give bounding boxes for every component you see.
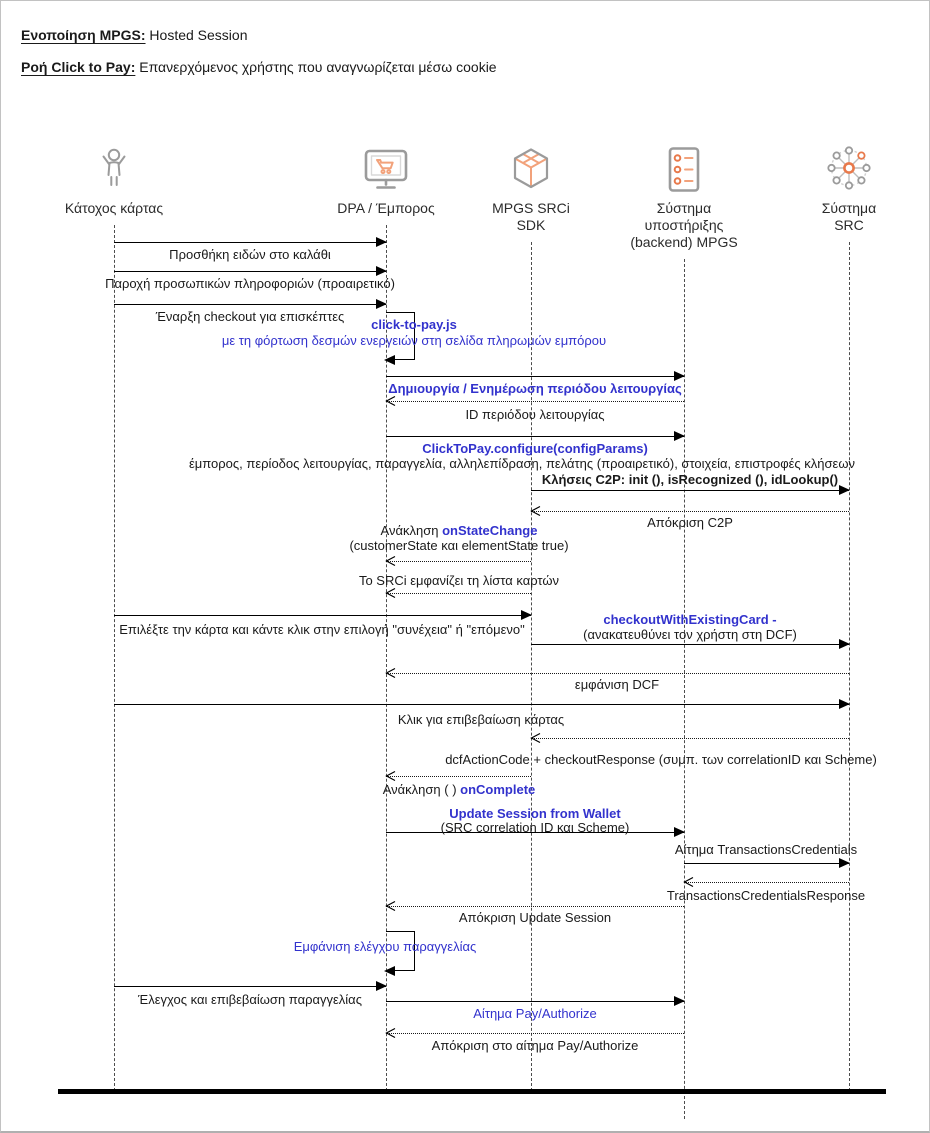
- msg-dcf-action-code-label: [445, 752, 877, 767]
- msg-oncomplete-callback-arrowhead: [385, 770, 397, 782]
- actor-label-line: Κάτοχος κάρτας: [64, 200, 164, 216]
- person-icon: [24, 144, 204, 194]
- msg-srci-shows-card-list: [386, 593, 531, 594]
- lifeline-cardholder: [114, 225, 115, 1091]
- label-text: Απόκριση Update Session: [458, 910, 612, 925]
- msg-oncomplete-callback-label: [383, 782, 536, 797]
- msg-clicktopay-configure: [386, 436, 684, 437]
- label-text: εμφάνιση DCF: [574, 677, 660, 692]
- msg-dcf-action-code: [531, 738, 849, 739]
- actor-label-line: (backend) MPGS: [630, 234, 738, 250]
- msg-clicktopay-configure-arrowhead: [674, 430, 685, 442]
- msg-show-order-review-label: [294, 939, 477, 954]
- server-icon: [594, 144, 774, 194]
- msg-clicktopay-configure-label-1: [422, 441, 648, 456]
- msg-add-items-label: [169, 247, 331, 262]
- msg-click-to-pay-js-label-2: [222, 333, 606, 348]
- actor-label-line: DPA / Έμπορος: [337, 200, 435, 216]
- flow-title-label: Ροή Click to Pay:: [21, 59, 136, 75]
- actor-label-src: [759, 200, 930, 234]
- label-text: ID περιόδου λειτουργίας: [465, 407, 605, 422]
- msg-show-order-review-arrowhead: [384, 965, 395, 977]
- msg-oncomplete-callback: [386, 776, 531, 777]
- msg-pay-authorize-response-label: [432, 1038, 639, 1053]
- msg-dcf-action-code-arrowhead: [530, 732, 542, 744]
- label-text: click-to-pay.js: [371, 317, 457, 332]
- label-text: Εμφάνιση ελέγχου παραγγελίας: [293, 939, 477, 954]
- msg-checkout-with-existing-card-label-1: [603, 612, 776, 627]
- msg-personal-info-label: [105, 276, 395, 291]
- msg-transactions-credentials-request-arrowhead: [839, 857, 850, 869]
- label-text: (customerState και elementState true): [349, 538, 569, 553]
- msg-onstatechange-callback-label-2: [349, 538, 568, 553]
- msg-srci-shows-card-list-arrowhead: [385, 587, 397, 599]
- msg-c2p-response: [531, 511, 849, 512]
- flow-title-value: Επανερχόμενος χρήστης που αναγνωρίζεται μέσω cookie: [139, 59, 497, 75]
- msg-c2p-calls-arrowhead: [839, 484, 850, 496]
- label-text: Κλικ για επιβεβαίωση κάρτας: [397, 712, 565, 727]
- msg-start-guest-checkout-label: [156, 309, 345, 324]
- diagram-bottom-bar: [58, 1089, 886, 1094]
- msg-transactions-credentials-response: [684, 882, 849, 883]
- msg-show-dcf: [386, 673, 849, 674]
- label-text: Κλήσεις C2P: init (), isRecognized (), idLookup(): [541, 472, 839, 487]
- label-text: (ανακατευθύνει τον χρήστη στη DCF): [583, 627, 797, 642]
- msg-update-session-response-arrowhead: [385, 900, 397, 912]
- msg-select-card-label: [119, 622, 524, 637]
- msg-c2p-response-label: [647, 515, 733, 530]
- msg-c2p-calls: [531, 490, 849, 491]
- msg-checkout-with-existing-card-label-2: [583, 627, 797, 642]
- msg-checkout-with-existing-card: [531, 644, 849, 645]
- label-text: Έλεγχος και επιβεβαίωση παραγγελίας: [138, 992, 362, 1007]
- actor-backend: [594, 144, 774, 251]
- actor-src: [759, 144, 930, 234]
- lifeline-sdk: [531, 242, 532, 1091]
- msg-update-session-response-label: [459, 910, 611, 925]
- network-icon: [759, 144, 930, 194]
- label-text: Αίτημα Pay/Authorize: [473, 1006, 597, 1021]
- label-text: (SRC correlation ID και Scheme): [440, 820, 630, 835]
- msg-update-session-from-wallet-label-2: [441, 820, 630, 835]
- actor-label-line: Σύστημα: [656, 200, 712, 216]
- msg-create-update-session-label: [388, 381, 682, 396]
- label-text: TransactionsCredentialsResponse: [666, 888, 866, 903]
- msg-show-dcf-arrowhead: [385, 667, 397, 679]
- actor-label-line: MPGS SRCi: [492, 200, 570, 216]
- msg-onstatechange-callback: [386, 561, 531, 562]
- lifeline-src: [849, 242, 850, 1091]
- msg-onstatechange-callback-label-1: [381, 523, 538, 538]
- label-text: ClickToPay.configure(configParams): [422, 441, 648, 456]
- actor-label-cardholder: [24, 200, 204, 217]
- msg-pay-authorize-request-label: [473, 1006, 596, 1021]
- msg-click-to-pay-js-arrowhead: [384, 354, 395, 366]
- msg-personal-info: [114, 271, 386, 272]
- msg-review-confirm-order: [114, 986, 386, 987]
- label-text: Παροχή προσωπικών πληροφοριών (προαιρετικό): [105, 276, 395, 291]
- diagram-canvas: [1, 1, 929, 1131]
- msg-session-id-label: [465, 407, 604, 422]
- label-text: έμπορος, περίοδος λειτουργίας, παραγγελία, αλληλεπίδραση, πελάτης (προαιρετικό), στοιχεία, επιστροφές κλήσεων: [188, 456, 856, 471]
- label-text: Δημιουργία / Ενημέρωση περιόδου λειτουργίας: [388, 381, 682, 396]
- actor-label-line: υποστήριξης: [644, 217, 724, 233]
- msg-c2p-calls-label: [542, 472, 838, 487]
- msg-clicktopay-configure-label-2: [189, 456, 855, 471]
- msg-pay-authorize-request-arrowhead: [674, 995, 685, 1007]
- label-text: Έναρξη checkout για επισκέπτες: [155, 309, 345, 324]
- label-text: Προσθήκη ειδών στο καλάθι: [169, 247, 331, 262]
- label-text: με τη φόρτωση δεσμών ενεργειών στη σελίδα πληρωμών εμπόρου: [221, 333, 607, 348]
- integration-title-value: Hosted Session: [149, 27, 248, 43]
- msg-click-confirm-card-arrowhead: [839, 698, 850, 710]
- msg-start-guest-checkout: [114, 304, 386, 305]
- integration-title-label: Ενοποίηση MPGS:: [21, 27, 146, 43]
- msg-click-confirm-card-label: [398, 712, 564, 727]
- msg-checkout-with-existing-card-arrowhead: [839, 638, 850, 650]
- msg-transactions-credentials-response-label: [667, 888, 865, 903]
- msg-transactions-credentials-request-label: [675, 842, 857, 857]
- actor-cardholder: [24, 144, 204, 217]
- msg-c2p-response-arrowhead: [530, 505, 542, 517]
- label-text: dcfActionCode + checkoutResponse (συμπ. των correlationID και Scheme): [445, 752, 877, 767]
- label-text: Απόκριση C2P: [647, 515, 733, 530]
- msg-start-guest-checkout-arrowhead: [376, 298, 387, 310]
- msg-pay-authorize-response-arrowhead: [385, 1027, 397, 1039]
- msg-add-items-arrowhead: [376, 236, 387, 248]
- label-text: Απόκριση στο αίτημα Pay/Authorize: [431, 1038, 639, 1053]
- msg-session-id-arrowhead: [385, 395, 397, 407]
- msg-select-card: [114, 615, 531, 616]
- label-text: Ανάκληση: [380, 523, 443, 538]
- label-text: checkoutWithExistingCard -: [603, 612, 777, 627]
- msg-review-confirm-order-label: [138, 992, 362, 1007]
- actor-label-line: SDK: [516, 217, 546, 233]
- msg-update-session-from-wallet-label-1: [449, 806, 620, 821]
- label-text: onComplete: [460, 782, 536, 797]
- msg-pay-authorize-response: [386, 1033, 684, 1034]
- msg-show-dcf-label: [575, 677, 659, 692]
- actor-label-line: Σύστημα: [821, 200, 877, 216]
- msg-click-confirm-card: [114, 704, 849, 705]
- msg-update-session-response: [386, 906, 684, 907]
- label-text: Επιλέξτε την κάρτα και κάντε κλικ στην επιλογή "συνέχεια" ή "επόμενο": [119, 622, 525, 637]
- msg-create-update-session: [386, 376, 684, 377]
- msg-transactions-credentials-response-arrowhead: [683, 876, 695, 888]
- msg-review-confirm-order-arrowhead: [376, 980, 387, 992]
- label-text: Update Session from Wallet: [449, 806, 621, 821]
- msg-add-items: [114, 242, 386, 243]
- msg-srci-shows-card-list-label: [359, 573, 559, 588]
- msg-session-id: [386, 401, 684, 402]
- msg-select-card-arrowhead: [521, 609, 532, 621]
- lifeline-backend: [684, 259, 685, 1119]
- actor-label-backend: [594, 200, 774, 251]
- msg-update-session-from-wallet-arrowhead: [674, 826, 685, 838]
- label-text: Αίτημα TransactionsCredentials: [674, 842, 858, 857]
- label-text: onStateChange: [442, 523, 538, 538]
- msg-click-to-pay-js-label-1: [371, 317, 457, 332]
- msg-onstatechange-callback-arrowhead: [385, 555, 397, 567]
- label-text: Το SRCi εμφανίζει τη λίστα καρτών: [358, 573, 560, 588]
- msg-transactions-credentials-request: [684, 863, 849, 864]
- actor-label-line: SRC: [834, 217, 864, 233]
- msg-pay-authorize-request: [386, 1001, 684, 1002]
- label-text: Ανάκληση ( ): [382, 782, 461, 797]
